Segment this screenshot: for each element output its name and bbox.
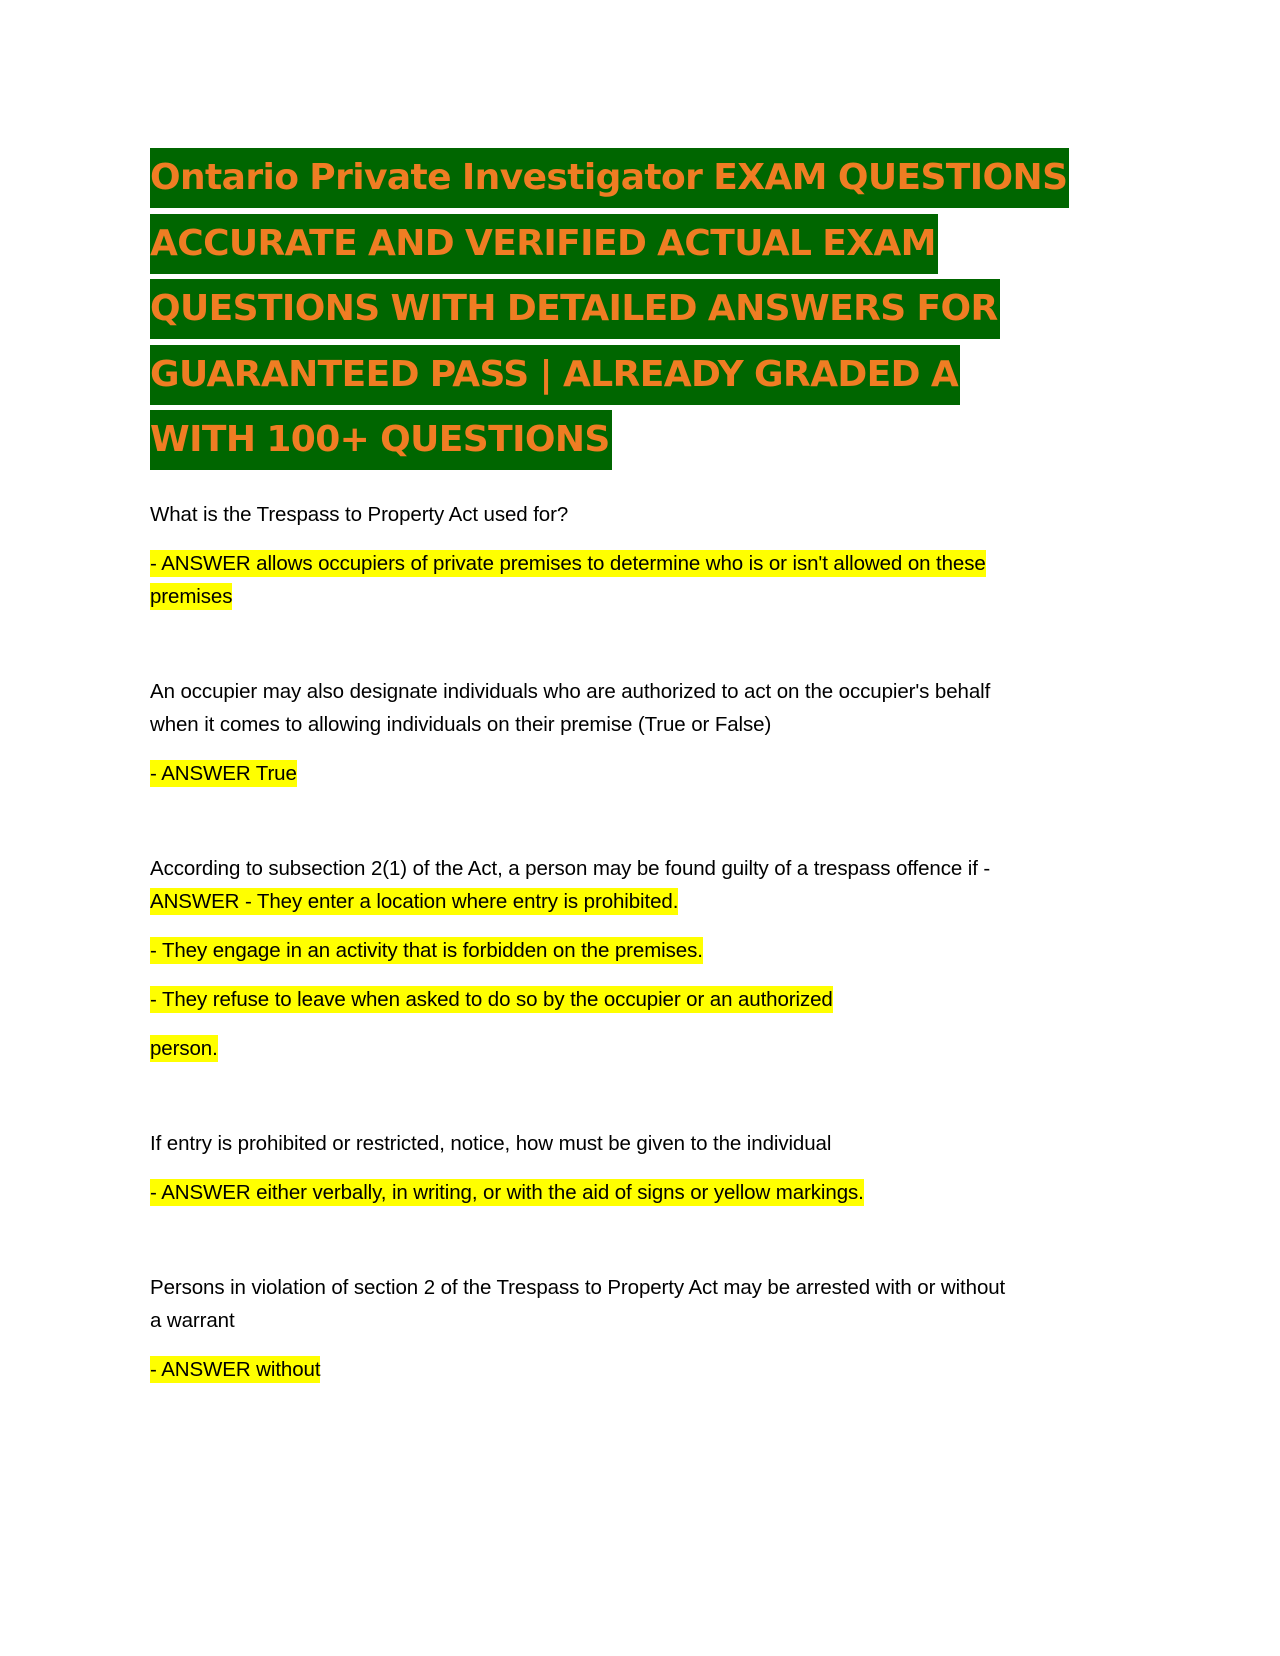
document-title (150, 148, 1140, 476)
answer-5 (150, 1353, 1140, 1386)
answer-4 (150, 1176, 1140, 1209)
question-5-line-1: Persons in violation of section 2 of the Trespass to Property Act may be arrested with or without (150, 1275, 1006, 1299)
answer-3-line-2: - They engage in an activity that is forbidden on the premises. (150, 938, 703, 962)
answer-2 (150, 757, 1140, 790)
answer-5-text: - ANSWER without (150, 1357, 321, 1381)
answer-3-line-4: person. (150, 1036, 218, 1060)
question-1: What is the Trespass to Property Act used for? (150, 502, 569, 526)
question-5-line-2: a warrant (150, 1308, 235, 1332)
title-line-3: QUESTIONS WITH DETAILED ANSWERS FOR (150, 279, 1000, 339)
question-5 (150, 1271, 1140, 1337)
title-line-4: GUARANTEED PASS | ALREADY GRADED A (150, 345, 960, 405)
answer-1-line-2: premises (150, 584, 233, 608)
answer-3-line-3: - They refuse to leave when asked to do so by the occupier or an authorized (150, 987, 833, 1011)
title-line-1: Ontario Private Investigator EXAM QUESTIONS (150, 148, 1069, 208)
question-2 (150, 675, 1140, 741)
document-page (150, 148, 1140, 1386)
question-3: According to subsection 2(1) of the Act, a person may be found guilty of a trespass offence if - (150, 856, 991, 880)
answer-3-line-1: ANSWER - They enter a location where entry is prohibited. (150, 889, 679, 913)
answer-1-line-1: - ANSWER allows occupiers of private premises to determine who is or isn't allowed on these (150, 551, 986, 575)
answer-2-text: - ANSWER True (150, 761, 297, 785)
question-4: If entry is prohibited or restricted, notice, how must be given to the individual (150, 1131, 832, 1155)
title-line-2: ACCURATE AND VERIFIED ACTUAL EXAM (150, 214, 938, 274)
question-2-line-2: when it comes to allowing individuals on their premise (True or False) (150, 712, 772, 736)
title-line-5: WITH 100+ QUESTIONS (150, 410, 612, 470)
question-2-line-1: An occupier may also designate individuals who are authorized to act on the occupier's behalf (150, 679, 991, 703)
answer-1 (150, 547, 1140, 613)
answer-4-text: - ANSWER either verbally, in writing, or with the aid of signs or yellow markings. (150, 1180, 864, 1204)
answer-3 (150, 885, 1140, 918)
